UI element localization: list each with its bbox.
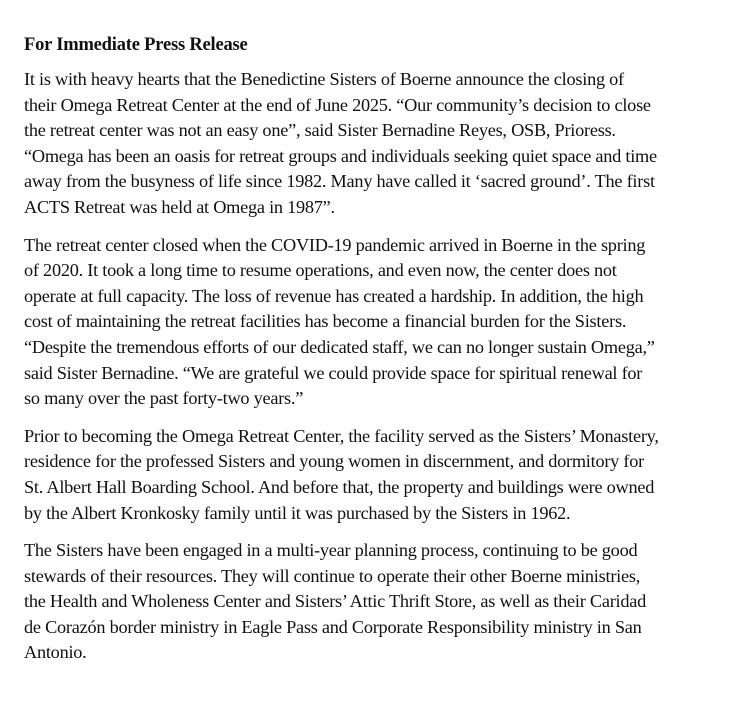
text-line: so many over the past forty-two years.” — [24, 388, 304, 409]
paragraph-future-ministries — [24, 538, 754, 666]
text-line: stewards of their resources. They will continue to operate their other Boerne ministries, — [24, 565, 641, 586]
text-line: “Despite the tremendous efforts of our dedicated staff, we can no longer sustain Omega,” — [24, 336, 655, 357]
text-line: said Sister Bernadine. “We are grateful we could provide space for spiritual renewal for — [24, 362, 643, 383]
text-line: of 2020. It took a long time to resume operations, and even now, the center does not — [24, 260, 617, 281]
text-line: away from the busyness of life since 1982. Many have called it ‘sacred ground’. The first — [24, 171, 655, 192]
text-line: St. Albert Hall Boarding School. And before that, the property and buildings were owned — [24, 476, 655, 497]
text-line: ACTS Retreat was held at Omega in 1987”. — [24, 196, 335, 217]
paragraph-history — [24, 424, 754, 526]
text-line: de Corazón border ministry in Eagle Pass and Corporate Responsibility ministry in San — [24, 616, 642, 637]
text-line: by the Albert Kronkosky family until it was purchased by the Sisters in 1962. — [24, 502, 571, 523]
text-line: “Omega has been an oasis for retreat groups and individuals seeking quiet space and time — [24, 145, 657, 166]
text-line: The retreat center closed when the COVID-19 pandemic arrived in Boerne in the spring — [24, 234, 646, 255]
paragraph-covid-impact — [24, 233, 754, 412]
press-release-document — [24, 33, 754, 666]
text-line: their Omega Retreat Center at the end of June 2025. “Our community’s decision to close — [24, 94, 651, 115]
text-line: Prior to becoming the Omega Retreat Center, the facility served as the Sisters’ Monastery, — [24, 425, 659, 446]
text-line: the Health and Wholeness Center and Sisters’ Attic Thrift Store, as well as their Caridad — [24, 591, 647, 612]
text-line: Antonio. — [24, 642, 87, 663]
text-line: residence for the professed Sisters and young women in discernment, and dormitory for — [24, 451, 644, 472]
document-heading: For Immediate Press Release — [24, 35, 248, 55]
text-line: It is with heavy hearts that the Benedictine Sisters of Boerne announce the closing of — [24, 69, 624, 89]
text-line: The Sisters have been engaged in a multi-year planning process, continuing to be good — [24, 540, 638, 561]
text-line: cost of maintaining the retreat facilities has become a financial burden for the Sisters. — [24, 311, 627, 332]
text-line: the retreat center was not an easy one”, said Sister Bernadine Reyes, OSB, Prioress. — [24, 120, 616, 141]
paragraph-closing-announcement — [24, 67, 754, 221]
text-line: operate at full capacity. The loss of revenue has created a hardship. In addition, the high — [24, 285, 644, 306]
